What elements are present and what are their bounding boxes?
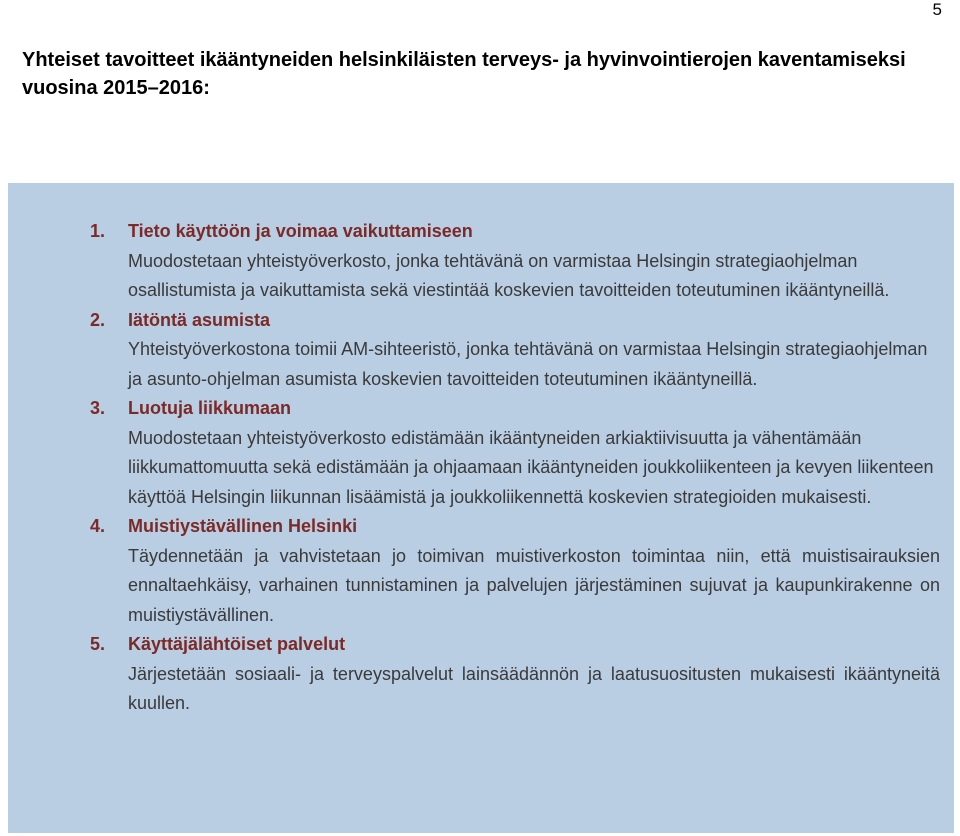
page-number: 5 xyxy=(932,0,942,19)
goal-number: 4. xyxy=(90,516,106,536)
goal-number: 5. xyxy=(90,634,106,654)
goal-description: Järjestetään sosiaali- ja terveyspalvelut lainsäädännön ja laatusuositusten mukaisesti ikääntyneitä kuullen. xyxy=(128,663,940,713)
goal-heading: Käyttäjälähtöiset palvelut xyxy=(128,634,346,654)
goal-description: Täydennetään ja vahvistetaan jo toimivan muistiverkoston toimintaa niin, että muistisairauksien ennaltaehkäisy, varhainen tunnistaminen ja palvelujen järjestäminen sujuvat ja kaupunkirakenne on muistiystävällinen. xyxy=(128,545,940,625)
goal-item-3 xyxy=(8,394,954,512)
goal-description: Muodostetaan yhteistyöverkosto edistämään ikääntyneiden arkiaktiivisuutta ja vähentämään liikkumattomuutta sekä edistämään ja ohjaamaan ikääntyneiden joukkoliikenteen ja kevyen liikenteen käyttöä Helsingin liikunnan lisäämistä ja joukkoliikennettä koskevien strategioiden mukaisesti. xyxy=(128,427,934,507)
goal-description: Muodostetaan yhteistyöverkosto, jonka tehtävänä on varmistaa Helsingin strategiaohjelman osallistumista ja vaikuttamista sekä viestintää koskevien tavoitteiden toteutuminen ikääntyneillä. xyxy=(128,250,890,300)
goal-item-4 xyxy=(8,512,954,630)
goal-item-2 xyxy=(8,306,954,395)
goal-heading: Iätöntä asumista xyxy=(128,309,271,330)
goal-heading: Luotuja liikkumaan xyxy=(128,398,292,418)
goal-item-1 xyxy=(8,217,954,306)
goals-list xyxy=(8,217,954,719)
goal-number: 3. xyxy=(90,398,106,418)
goal-number: 1. xyxy=(90,221,106,241)
page-title: Yhteiset tavoitteet ikääntyneiden helsinkiläisten terveys- ja hyvinvointierojen kaventamiseksi vuosina 2015–2016: xyxy=(22,49,906,99)
goal-heading: Tieto käyttöön ja voimaa vaikuttamiseen xyxy=(128,221,473,241)
goal-heading: Muistiystävällinen Helsinki xyxy=(128,516,358,536)
goal-number: 2. xyxy=(90,309,106,330)
goals-box xyxy=(8,183,954,833)
goal-item-5 xyxy=(8,630,954,719)
goal-description: Yhteistyöverkostona toimii AM-sihteeristö, jonka tehtävänä on varmistaa Helsingin strategiaohjelman ja asunto-ohjelman asumista koskevien tavoitteiden toteutuminen ikääntyneillä. xyxy=(128,339,928,389)
